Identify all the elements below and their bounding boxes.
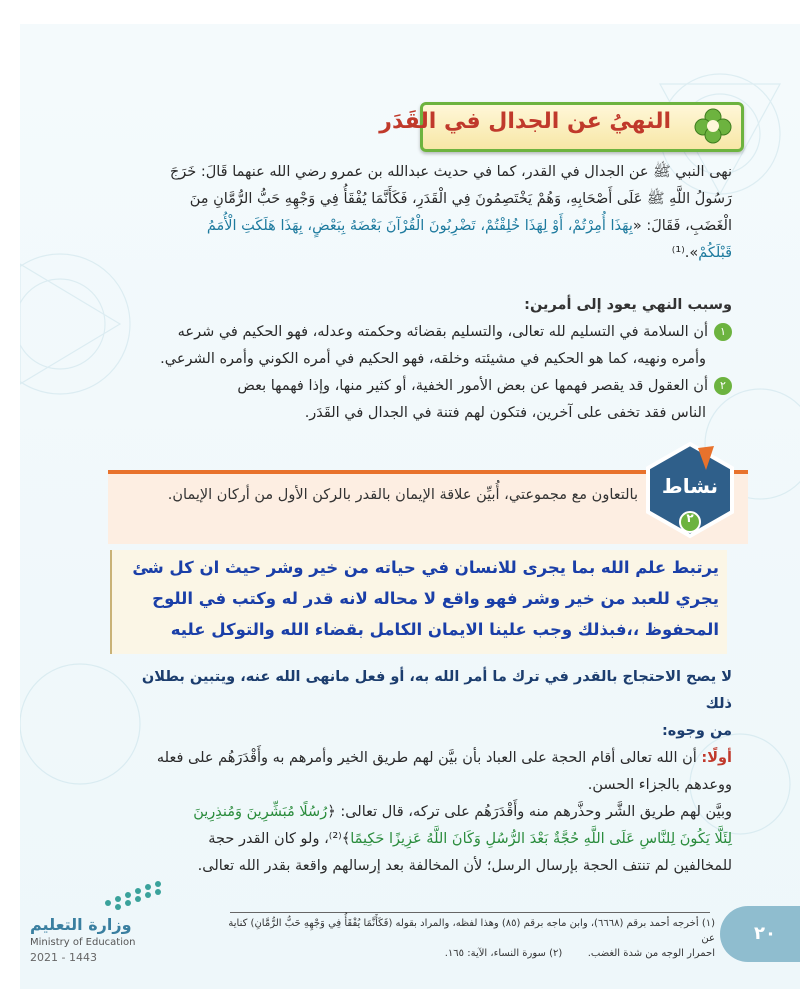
reason-text: أن العقول قد يقصر فهمها عن بعض الأمور الخفية، أو كثير منها، وإذا فهمها بعض <box>237 378 708 394</box>
second-point <box>112 826 732 853</box>
first-label: أولًا: <box>701 750 732 766</box>
page-title: النهيُ عن الجدال في القَدَر <box>379 109 671 134</box>
answer-text <box>119 552 719 645</box>
first-point <box>112 745 732 772</box>
intro-line <box>112 159 732 186</box>
activity-prompt: بالتعاون مع مجموعتي، أُبيِّن علاقة الإيمان بالقدر بالركن الأول من أركان الإيمان. <box>167 487 638 503</box>
reasons-section <box>112 292 732 427</box>
footnote-text: (٢) سورة النساء، الآية: ١٦٥. <box>444 948 563 959</box>
intro-paragraph <box>112 159 732 267</box>
page-number: ٢٠ <box>720 906 800 962</box>
footnote-divider <box>230 912 710 913</box>
reason-text: أن السلامة في التسليم لله تعالى، والتسليم بقضائه وحكمته وعدله، فهو الحكيم في شرعه <box>177 324 708 340</box>
second-point <box>112 799 732 826</box>
argument-text: ووعدهم بالجزاء الحسن. <box>587 777 732 793</box>
footnotes <box>220 916 715 961</box>
argument-text: وبيَّن لهم طريق الشَّر وحذَّرهم منه وأَقْدَرَهُم على تركه، قال تعالى: ﴿ <box>327 804 732 820</box>
textbook-page <box>20 24 800 989</box>
reason-text: وأمره ونهيه، كما هو الحكيم في مشيئته وخلقه، فهو الحكيم في أمره الكوني وأمره الشرعي. <box>160 351 706 367</box>
ministry-name-en: Ministry of Education <box>30 937 136 948</box>
reason-item-2 <box>112 373 732 400</box>
footnote-ref: ».⁽¹⁾ <box>671 245 699 261</box>
number-badge: ١ <box>714 323 732 341</box>
activity-badge-label: نشاط <box>661 474 719 498</box>
reason-item-1 <box>112 319 732 346</box>
activity-badge-number: ٢ <box>686 511 694 525</box>
ministry-logo <box>20 879 180 989</box>
ministry-dots-icon <box>100 879 170 911</box>
argument-text: ﴾⁽²⁾، ولو كان القدر حجة <box>208 831 351 847</box>
argument-text: أن الله تعالى أقام الحجة على العباد بأن بيَّن لهم طريق الخير وأمرهم به وأَقْدَرَهُم على فعله <box>156 750 702 766</box>
intro-text: الْغَضَبِ، فَقَالَ: « <box>632 218 732 234</box>
argument-heading: لا يصح الاحتجاج بالقدر في ترك ما أمر الله به، أو فعل مانهى الله عنه، ويتبين بطلان ذلك <box>141 669 732 712</box>
ministry-name-ar: وزارة التعليم <box>30 915 132 934</box>
number-badge: ٢ <box>714 377 732 395</box>
prophet-quote: قَبْلَكُمْ <box>698 245 732 261</box>
answer-line: يجري للعبد من خير وشر فهو واقع لا محاله لانه قدر له وكتب في اللوح <box>152 589 719 608</box>
section-title-banner <box>379 102 744 152</box>
argument-section <box>112 664 732 880</box>
quran-verse: رُسُلًا مُبَشِّرِينَ وَمُنذِرِينَ <box>193 804 328 820</box>
ministry-year: 2021 - 1443 <box>30 951 97 964</box>
hadith-text: خَرَجَ <box>169 164 197 180</box>
prophet-quote: بِهَذَا أُمِرْتُمْ، أَوْ لِهَذَا خُلِقْتُمْ، تَضْرِبُونَ الْقُرْآنَ بَعْضَهُ بِبَعْضٍ، بِهَذَا هَلَكَتِ الْأُمَمُ <box>206 218 633 234</box>
answer-line: المحفوظ ،،فبذلك وجب علينا الايمان الكامل بقضاء الله والتوكل عليه <box>170 620 719 639</box>
activity-answer <box>110 550 727 654</box>
footnote-line: (١) أخرجه أحمد برقم (٦٦٦٨)، وابن ماجه برقم (٨٥) وهذا لفظه، والمراد بقوله (فَكَأَنَّمَا يُفْقَأُ فِي وَجْهِهِ حَبُّ الرُّمَّانِ) كناية عن <box>228 918 715 944</box>
reasons-heading: وسبب النهي يعود إلى أمرين: <box>524 297 732 313</box>
argument-text: للمخالفين لم تنتف الحجة بإرسال الرسل؛ لأن المخالفة بعد إرسالهم واقعة بقدر الله تعالى. <box>197 858 732 874</box>
intro-line <box>112 240 732 267</box>
argument-heading: من وجوه: <box>662 723 732 739</box>
intro-line: رَسُولُ اللَّهِ ﷺ عَلَى أَصْحَابِهِ، وَهُمْ يَخْتَصِمُونَ فِي الْقَدَرِ، فَكَأَنَّمَا يُفْقَأُ فِي وَجْهِهِ حَبُّ الرُّمَّانِ مِنَ <box>189 191 732 207</box>
intro-text: نهى النبي ﷺ عن الجدال في القدر، كما في حديث عبدالله بن عمرو رضي الله عنهما قَالَ: <box>196 164 732 180</box>
footnote-line <box>220 946 715 961</box>
answer-line: يرتبط علم الله بما يجرى للانسان في حياته من خير وشر حيث ان كل شئ <box>132 558 719 577</box>
footnote-text: احمرار الوجه من شدة الغضب. <box>587 948 715 959</box>
flower-ornament-icon <box>691 107 735 145</box>
quran-verse: لِئَلَّا يَكُونَ لِلنَّاسِ عَلَى اللَّهِ حُجَّةٌ بَعْدَ الرُّسُلِ وَكَانَ اللَّهُ عَزِيزًا حَكِيمًا <box>350 831 732 847</box>
intro-line <box>112 213 732 240</box>
reason-text: الناس فقد تخفى على آخرين، فتكون لهم فتنة في الجدال في القَدَر. <box>304 405 706 421</box>
